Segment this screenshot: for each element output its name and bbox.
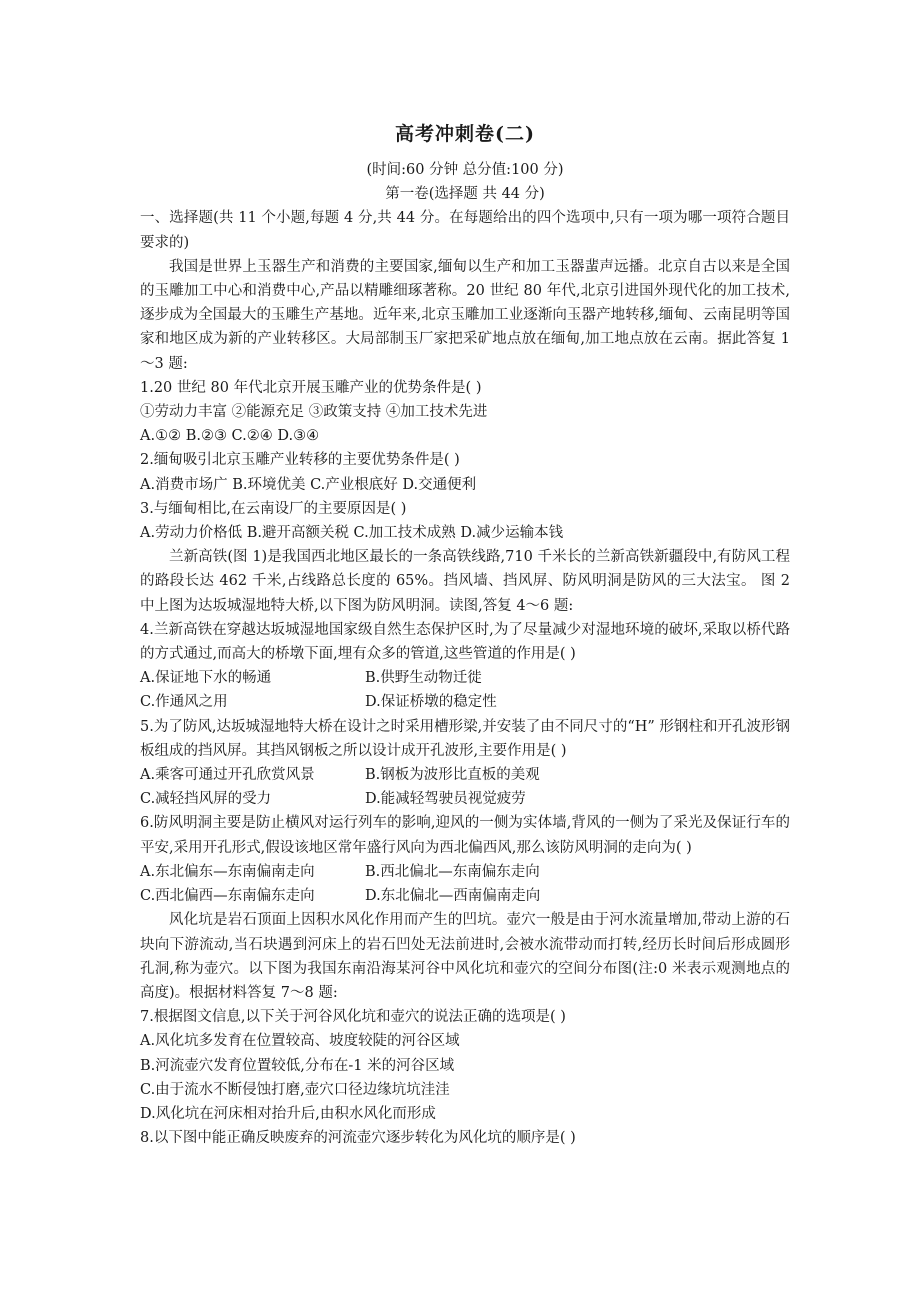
- option-b: B.西北偏北—东南偏东走向: [365, 863, 540, 880]
- question-stem: 5.为了防风,达坂城湿地特大桥在设计之时采用槽形梁,并安装了由不同尺寸的“H” 形钢柱和开孔波形钢板组成的挡风屏。其挡风钢板之所以设计成开孔波形,主要作用是( ): [140, 718, 790, 759]
- option-a: A.保证地下水的畅通: [140, 670, 272, 687]
- question-stem: 2.缅甸吸引北京玉雕产业转移的主要优势条件是( ): [140, 452, 460, 469]
- option-b: B.河流壶穴发育位置较低,分布在-1 米的河谷区域: [140, 1057, 455, 1074]
- passage-railway: 兰新高铁(图 1)是我国西北地区最长的一条高铁线路,710 千米长的兰新高铁新疆段中,有防风工程的路段长达 462 千米,占线路总长度的 65%。挡风墙、挡风屏、防风明洞是防风的三大法宝。 图 2 中上图为达坂城湿地特大桥,以下图为防风明洞。读图,答复 4～6 题:: [140, 549, 791, 614]
- question-1: [140, 376, 790, 449]
- question-stem: 4.兰新高铁在穿越达坂城湿地国家级自然生态保护区时,为了尽量减少对湿地环境的破坏,采取以桥代路的方式通过,而高大的桥墩下面,埋有众多的管道,这些管道的作用是( ): [140, 621, 790, 663]
- option-d: D.能减轻驾驶员视觉疲劳: [365, 791, 526, 808]
- question-4: [140, 618, 790, 715]
- option-d: D.东北偏北—西南偏南走向: [365, 888, 541, 905]
- question-6: [140, 811, 790, 908]
- passage-potholes: 风化坑是岩石顶面上因积水风化作用而产生的凹坑。壶穴一般是由于河水流量增加,带动上游的石块向下游流动,当石块遇到河床上的岩石凹处无法前进时,会被水流带动而打转,经历长时间后形成圆形孔洞,称为壶穴。以下图为我国东南沿海某河谷中风化坑和壶穴的空间分布图(注:0 米表示观测地点的高度)。根据材料答复 7～8 题:: [140, 912, 790, 1001]
- question-stem: 8.以下图中能正确反映废弃的河流壶穴逐步转化为风化坑的顺序是( ): [140, 1130, 576, 1147]
- question-stem: 6.防风明洞主要是防止横风对运行列车的影响,迎风的一侧为实体墙,背风的一侧为了采光及保证行车的平安,采用开孔形式,假设该地区常年盛行风向为西北偏西风,那么该防风明洞的走向为( ): [140, 815, 790, 856]
- question-items: ①劳动力丰富 ②能源充足 ③政策支持 ④加工技术先进: [140, 404, 488, 421]
- option-row: [140, 763, 790, 787]
- option-a: A.风化坑多发育在位置较高、坡度较陡的河谷区域: [140, 1033, 460, 1050]
- question-8: [140, 1126, 790, 1150]
- question-3: [140, 497, 790, 545]
- question-2: [140, 448, 790, 496]
- question-stem: 7.根据图文信息,以下关于河谷风化坑和壶穴的说法正确的选项是( ): [140, 1009, 566, 1026]
- option-d: D.保证桥墩的稳定性: [365, 694, 497, 711]
- passage-jade: 我国是世界上玉器生产和消费的主要国家,缅甸以生产和加工玉器蜚声远播。北京自古以来是全国的玉雕加工中心和消费中心,产品以精雕细琢著称。20 世纪 80 年代,北京引进国外现代化的加工技术,逐步成为全国最大的玉雕生产基地。近年来,北京玉雕加工业逐渐向玉器产地转移,缅甸、云南昆明等国家和地区成为新的产业转移区。大局部制玉厂家把采矿地点放在缅甸,加工地点放在云南。据此答复 1～3 题:: [140, 258, 790, 372]
- option-b: B.钢板为波形比直板的美观: [365, 767, 540, 784]
- page-title: 高考冲刺卷(二): [395, 123, 535, 145]
- option-c: C.作通风之用: [140, 694, 228, 711]
- option-d: D.风化坑在河床相对抬升后,由积水风化而形成: [140, 1105, 436, 1122]
- option-a: A.东北偏东—东南偏南走向: [140, 863, 315, 880]
- question-options: A.消费市场广 B.环境优美 C.产业根底好 D.交通便利: [140, 476, 477, 493]
- option-c: C.西北偏西—东南偏东走向: [140, 888, 315, 905]
- option-a: A.乘客可通过开孔欣赏风景: [140, 767, 315, 784]
- time-info: (时间:60 分钟 总分值:100 分): [366, 162, 564, 178]
- question-7: [140, 1005, 790, 1126]
- question-options: A.劳动力价格低 B.避开高额关税 C.加工技术成熟 D.减少运输本钱: [140, 525, 564, 542]
- question-options: A.①② B.②③ C.②④ D.③④: [140, 428, 320, 445]
- option-row: [140, 666, 790, 690]
- exam-page: [140, 118, 790, 1150]
- option-row: [140, 884, 790, 908]
- question-stem: 1.20 世纪 80 年代北京开展玉雕产业的优势条件是( ): [140, 379, 482, 396]
- section-instructions: 一、选择题(共 11 个小题,每题 4 分,共 44 分。在每题给出的四个选项中,只有一项为哪一项符合题目要求的): [140, 210, 790, 251]
- option-c: C.由于流水不断侵蚀打磨,壶穴口径边缘坑坑洼洼: [140, 1081, 450, 1098]
- option-b: B.供野生动物迁徙: [365, 670, 482, 687]
- part-heading: 第一卷(选择题 共 44 分): [385, 186, 545, 203]
- option-c: C.减轻挡风屏的受力: [140, 791, 272, 808]
- question-5: [140, 715, 790, 812]
- option-row: [140, 690, 790, 714]
- option-row: [140, 860, 790, 884]
- question-stem: 3.与缅甸相比,在云南设厂的主要原因是( ): [140, 500, 407, 517]
- option-row: [140, 787, 790, 811]
